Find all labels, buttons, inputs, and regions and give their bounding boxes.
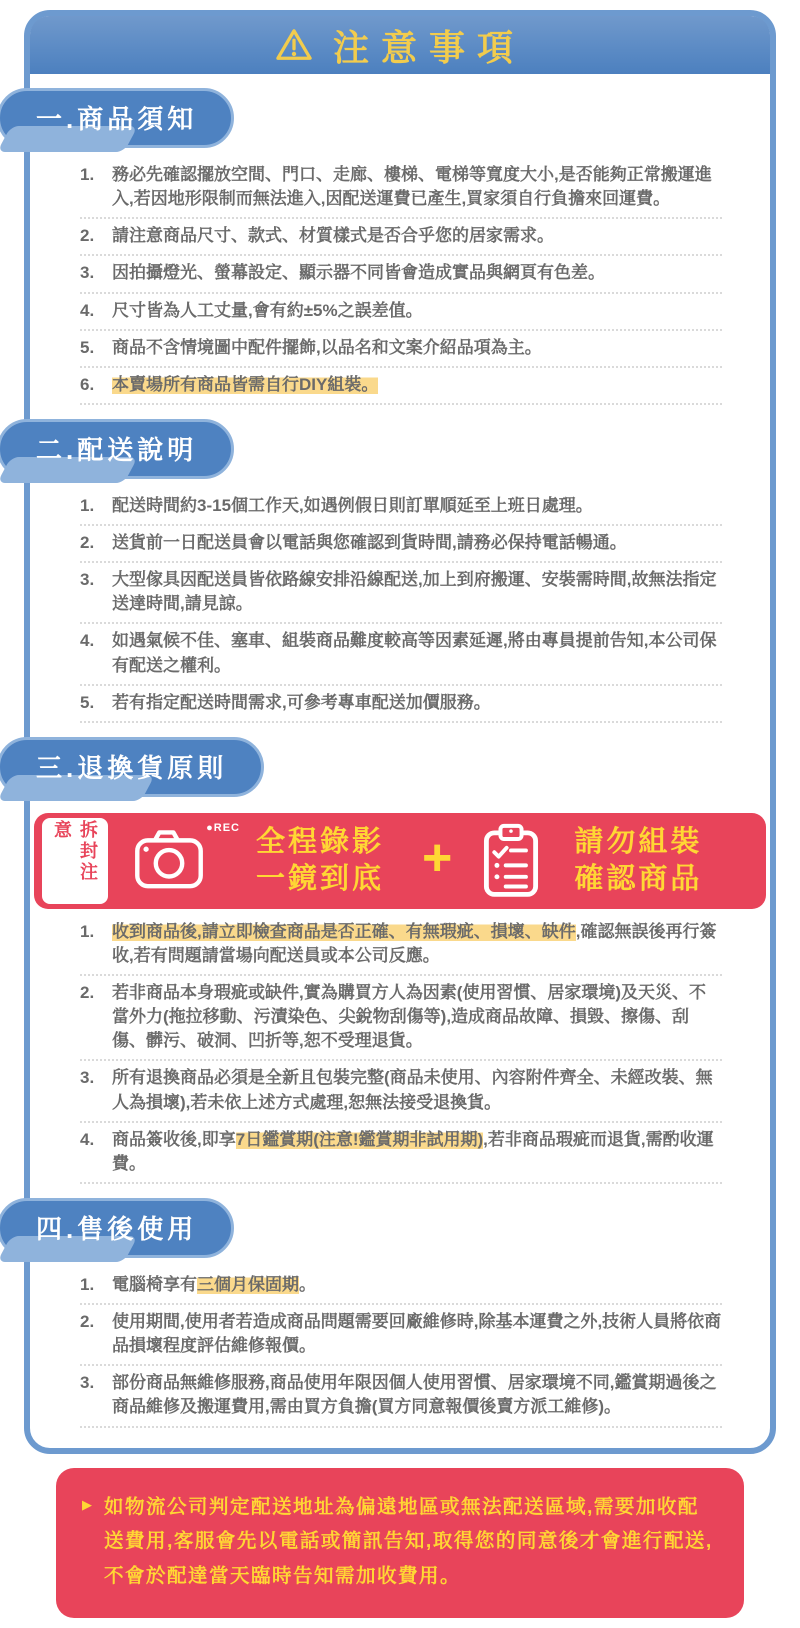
item-number: 4. [80,1129,95,1149]
list-item [80,976,722,1061]
item-number: 2. [80,983,95,1002]
list-item [80,526,722,563]
list-item [80,489,722,526]
list-item [80,686,722,723]
unpacking-warning-banner [34,813,766,909]
plus-icon: + [422,828,453,887]
list-item [80,1366,722,1427]
item-text: 收到商品後,請立即檢查商品是否正確、有無瑕疵、損壞、缺件,確認無誤後再行簽收,若有問題請當場向配送員或本公司反應。 [112,921,717,965]
item-text: 配送時間約3-15個工作天,如遇例假日則訂單順延至上班日處理。 [112,495,593,515]
highlighted-text: 7日鑑賞期(注意!鑑賞期非試用期) [235,1129,484,1149]
highlighted-text: 三個月保固期 [197,1274,299,1294]
remote-area-notice [56,1468,744,1618]
item-text: 部份商品無維修服務,商品使用年限因個人使用習慣、居家環境不同,鑑賞期過後之商品維修及搬運費用,需由買方負擔(買方同意報價後賣方派工維修)。 [112,1373,717,1417]
page-title: 注意事項 [332,26,525,68]
section-title: 二.配送說明 [0,419,234,479]
item-text: 若有指定配送時間需求,可參考專車配送加價服務。 [112,692,491,712]
item-text: 電腦椅享有三個月保固期。 [112,1274,316,1294]
section-return-policy [30,723,770,1184]
section-product-notice [30,74,770,405]
item-number: 6. [80,374,95,394]
list-item [80,1061,722,1122]
rec-label: ●REC [206,822,240,835]
item-text: 送貨前一日配送員會以電話與您確認到貨時間,請務必保持電話暢通。 [112,533,627,552]
section-title: 四.售後使用 [0,1198,234,1258]
list-item [80,1123,722,1184]
list-item [80,294,722,331]
item-text [112,373,722,397]
list-item [80,331,722,368]
section-delivery-info [30,405,770,723]
section-after-sales [30,1184,770,1428]
item-number: 3. [80,1068,95,1088]
remote-area-notice-text: 如物流公司判定配送地址為偏遠地區或無法配送區域,需要加收配送費用,客服會先以電話或簡訊告知,取得您的同意後才會進行配送,不會於配達當天臨時告知需加收費用。 [104,1495,713,1587]
list-item [80,158,722,219]
page-header [30,16,770,74]
item-text: 使用期間,使用者若造成商品問題需要回廠維修時,除基本運費之外,技術人員將依商品損壞程度評估維修報價。 [112,1312,722,1356]
item-text: 所有退換商品必須是全新且包裝完整(商品未使用、內容附件齊全、未經改裝、無人為損壞),若未依上述方式處理,恕無法接受退換貨。 [112,1068,713,1112]
notice-panel [24,10,776,1454]
list-item [80,1305,722,1366]
highlighted-text: 收到商品後,請立即檢查商品是否正確、有無瑕疵、損壞、缺件 [112,921,576,941]
unpacking-tab: 拆封注意 [42,818,108,904]
item-text: 商品簽收後,即享7日鑑賞期(注意!鑑賞期非試用期),若非商品瑕疵而退貨,需酌收運費。 [112,1129,714,1173]
item-number: 1. [80,1274,95,1294]
list-item [80,219,722,256]
item-text: 請注意商品尺寸、款式、材質樣式是否合乎您的居家需求。 [112,226,554,246]
section-title: 三.退換貨原則 [0,737,264,797]
items-list [80,1268,722,1428]
list-item [80,915,722,976]
item-number: 5. [80,337,95,357]
highlighted-text: 本賣場所有商品皆需自行DIY組裝。 [112,374,379,394]
item-text: 如遇氣候不佳、塞車、組裝商品難度較高等因素延遲,將由專員提前告知,本公司保有配送之權利。 [112,631,717,675]
triangle-bullet-icon: ▶ [82,1496,92,1512]
list-item [80,1268,722,1305]
items-list [80,915,722,1184]
item-number: 3. [80,1373,95,1393]
item-text: 商品不含情境圖中配件擺飾,以品名和文案介紹品項為主。 [112,337,542,357]
item-number: 4. [80,300,95,320]
item-text: 因拍攝燈光、螢幕設定、顯示器不同皆會造成實品與網頁有色差。 [112,263,605,283]
list-item [80,563,722,624]
items-list [80,489,722,723]
item-text: 大型傢具因配送員皆依路線安排沿線配送,加上到府搬運、安裝需時間,故無法指定送達時間,請見諒。 [112,570,717,614]
list-item [80,256,722,293]
item-number: 1. [80,495,95,515]
item-number: 2. [80,533,95,552]
item-number: 3. [80,570,95,590]
item-number: 3. [80,263,95,283]
item-number: 5. [80,692,95,712]
item-text: 務必先確認擺放空間、門口、走廊、樓梯、電梯等寬度大小,是否能夠正常搬運進入,若因地形限制而無法進入,因配送運費已產生,買家須自行負擔來回運費。 [112,165,712,209]
list-item [80,368,722,405]
no-assembly-text: 請勿組裝 確認商品 [574,825,703,895]
items-list [80,158,722,405]
section-title: 一.商品須知 [0,88,234,148]
warning-triangle-icon [275,28,313,62]
clipboard-icon [482,823,540,899]
camera-icon [132,822,240,895]
recording-text: 全程錄影 一鏡到底 [256,825,385,895]
item-number: 2. [80,1312,95,1331]
item-number: 1. [80,165,95,184]
item-number: 2. [80,226,95,246]
item-number: 1. [80,921,95,941]
item-text: 尺寸皆為人工丈量,會有約±5%之誤差值。 [112,300,423,320]
item-number: 4. [80,631,95,651]
list-item [80,624,722,685]
item-text: 若非商品本身瑕疵或缺件,實為購買方人為因素(使用習慣、居家環境)及天災、不當外力(拖拉移動、污漬染色、尖銳物刮傷等),造成商品故障、損毀、擦傷、刮傷、髒污、破洞、凹折等,恕不受理退貨。 [112,983,707,1051]
